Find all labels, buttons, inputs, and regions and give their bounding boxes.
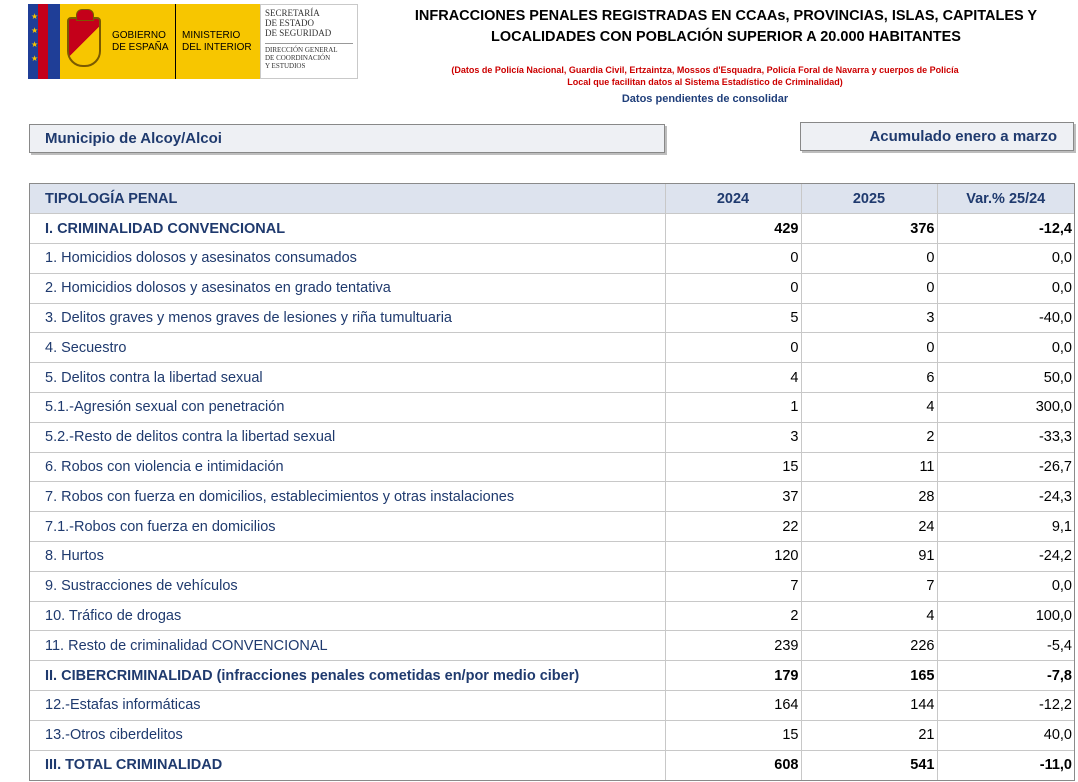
row-label: 5.2.-Resto de delitos contra la libertad sexual — [30, 422, 665, 452]
row-value-2025: 28 — [801, 482, 937, 512]
row-value-2025: 0 — [801, 244, 937, 274]
row-value-2024: 164 — [665, 691, 801, 721]
row-variation: 300,0 — [937, 393, 1074, 423]
row-value-2024: 5 — [665, 303, 801, 333]
row-value-2024: 429 — [665, 214, 801, 244]
row-variation: -40,0 — [937, 303, 1074, 333]
table-row — [30, 393, 1074, 423]
table-row — [30, 601, 1074, 631]
row-value-2025: 4 — [801, 601, 937, 631]
row-label: II. CIBERCRIMINALIDAD (infracciones penales cometidas en/por medio ciber) — [30, 661, 665, 691]
row-value-2025: 165 — [801, 661, 937, 691]
row-value-2025: 226 — [801, 631, 937, 661]
row-value-2024: 7 — [665, 571, 801, 601]
row-variation: 100,0 — [937, 601, 1074, 631]
table-row — [30, 750, 1074, 780]
row-label: 5.1.-Agresión sexual con penetración — [30, 393, 665, 423]
row-label: 3. Delitos graves y menos graves de lesiones y riña tumultuaria — [30, 303, 665, 333]
table-row — [30, 303, 1074, 333]
row-value-2024: 1 — [665, 393, 801, 423]
row-variation: 50,0 — [937, 363, 1074, 393]
table-row — [30, 571, 1074, 601]
row-label: III. TOTAL CRIMINALIDAD — [30, 750, 665, 780]
ministry-logo — [28, 4, 358, 79]
ministerio-label: MINISTERIO DEL INTERIOR — [182, 29, 252, 53]
header-tipologia: TIPOLOGÍA PENAL — [30, 184, 665, 214]
crime-table — [29, 183, 1075, 781]
row-variation: 9,1 — [937, 512, 1074, 542]
table-row — [30, 512, 1074, 542]
report-title: INFRACCIONES PENALES REGISTRADAS EN CCAAs, PROVINCIAS, ISLAS, CAPITALES Y LOCALIDADES CON POBLACIÓN SUPERIOR A 20.000 HABITANTES — [414, 8, 1038, 45]
row-variation: 0,0 — [937, 244, 1074, 274]
row-label: 5. Delitos contra la libertad sexual — [30, 363, 665, 393]
table-row — [30, 482, 1074, 512]
row-variation: -12,2 — [937, 691, 1074, 721]
row-variation: -12,4 — [937, 214, 1074, 244]
row-value-2025: 2 — [801, 422, 937, 452]
row-value-2024: 22 — [665, 512, 801, 542]
row-label: 4. Secuestro — [30, 333, 665, 363]
row-value-2025: 0 — [801, 273, 937, 303]
row-variation: 40,0 — [937, 720, 1074, 750]
row-value-2025: 21 — [801, 720, 937, 750]
row-value-2024: 15 — [665, 720, 801, 750]
row-value-2024: 120 — [665, 542, 801, 572]
header-variation: Var.% 25/24 — [937, 184, 1074, 214]
row-value-2024: 239 — [665, 631, 801, 661]
row-label: 10. Tráfico de drogas — [30, 601, 665, 631]
row-variation: 0,0 — [937, 571, 1074, 601]
table-row — [30, 691, 1074, 721]
table-row — [30, 661, 1074, 691]
row-label: 7.1.-Robos con fuerza en domicilios — [30, 512, 665, 542]
municipio-box: Municipio de Alcoy/Alcoi — [29, 124, 665, 153]
table-row — [30, 273, 1074, 303]
row-variation: -24,2 — [937, 542, 1074, 572]
row-label: 1. Homicidios dolosos y asesinatos consumados — [30, 244, 665, 274]
table-row — [30, 452, 1074, 482]
row-label: 9. Sustracciones de vehículos — [30, 571, 665, 601]
row-value-2024: 37 — [665, 482, 801, 512]
row-label: 13.-Otros ciberdelitos — [30, 720, 665, 750]
row-value-2025: 4 — [801, 393, 937, 423]
row-variation: -33,3 — [937, 422, 1074, 452]
period-box: Acumulado enero a marzo — [800, 122, 1074, 151]
table-row — [30, 333, 1074, 363]
pending-notice: Datos pendientes de consolidar — [621, 93, 789, 105]
row-label: I. CRIMINALIDAD CONVENCIONAL — [30, 214, 665, 244]
row-variation: -5,4 — [937, 631, 1074, 661]
data-source-note: (Datos de Policía Nacional, Guardia Civil, Ertzaintza, Mossos d'Esquadra, Policía Foral de Navarra y cuerpos de Policía Local que facilitan datos al Sistema Estadístico de Criminalidad) — [451, 65, 959, 87]
table-row — [30, 720, 1074, 750]
row-value-2025: 6 — [801, 363, 937, 393]
row-value-2025: 3 — [801, 303, 937, 333]
row-value-2024: 179 — [665, 661, 801, 691]
row-value-2024: 0 — [665, 273, 801, 303]
row-variation: -7,8 — [937, 661, 1074, 691]
row-variation: 0,0 — [937, 273, 1074, 303]
row-variation: -24,3 — [937, 482, 1074, 512]
row-value-2025: 91 — [801, 542, 937, 572]
row-label: 7. Robos con fuerza en domicilios, establecimientos y otras instalaciones — [30, 482, 665, 512]
row-value-2024: 15 — [665, 452, 801, 482]
row-value-2024: 2 — [665, 601, 801, 631]
eu-flag-icon: ★ ★ ★ ★ — [28, 4, 60, 79]
table-body — [30, 214, 1074, 780]
row-value-2024: 3 — [665, 422, 801, 452]
row-variation: -11,0 — [937, 750, 1074, 780]
row-variation: -26,7 — [937, 452, 1074, 482]
row-value-2025: 11 — [801, 452, 937, 482]
table-row — [30, 542, 1074, 572]
row-value-2025: 7 — [801, 571, 937, 601]
row-label: 11. Resto de criminalidad CONVENCIONAL — [30, 631, 665, 661]
table-row — [30, 214, 1074, 244]
row-value-2025: 541 — [801, 750, 937, 780]
coat-of-arms-icon — [60, 4, 108, 79]
table-row — [30, 631, 1074, 661]
row-value-2024: 4 — [665, 363, 801, 393]
row-value-2025: 24 — [801, 512, 937, 542]
row-variation: 0,0 — [937, 333, 1074, 363]
row-label: 12.-Estafas informáticas — [30, 691, 665, 721]
table-row — [30, 363, 1074, 393]
table-row — [30, 422, 1074, 452]
row-value-2024: 608 — [665, 750, 801, 780]
row-value-2025: 0 — [801, 333, 937, 363]
row-value-2025: 376 — [801, 214, 937, 244]
table-header-row — [30, 184, 1074, 214]
row-value-2025: 144 — [801, 691, 937, 721]
row-value-2024: 0 — [665, 333, 801, 363]
row-value-2024: 0 — [665, 244, 801, 274]
secretaria-label: SECRETARÍA DE ESTADO DE SEGURIDAD DIRECCIÓN GENERAL DE COORDINACIÓN Y ESTUDIOS — [260, 4, 358, 79]
row-label: 2. Homicidios dolosos y asesinatos en grado tentativa — [30, 273, 665, 303]
gobierno-label: GOBIERNO DE ESPAÑA — [108, 4, 176, 79]
row-label: 8. Hurtos — [30, 542, 665, 572]
table-row — [30, 244, 1074, 274]
row-label: 6. Robos con violencia e intimidación — [30, 452, 665, 482]
header-2024: 2024 — [665, 184, 801, 214]
header-2025: 2025 — [801, 184, 937, 214]
